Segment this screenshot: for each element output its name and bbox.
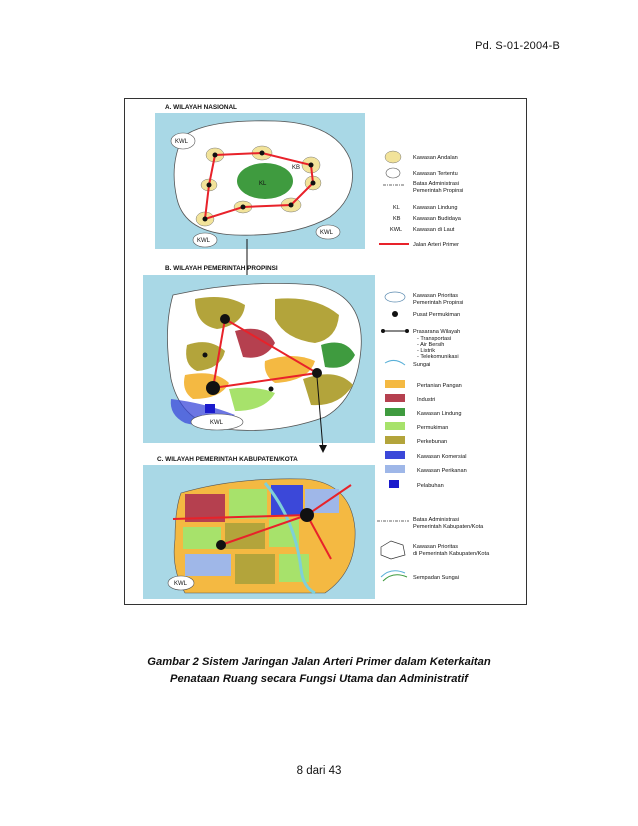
legend-kl-code: KL <box>393 205 400 211</box>
legend-kwl-code: KWL <box>390 227 403 233</box>
page-number: 8 dari 43 <box>296 765 342 777</box>
province-port <box>205 404 215 413</box>
kwl-label-1: KWL <box>175 139 189 145</box>
legend-kawasan-andalan: Kawasan Andalan <box>413 155 458 161</box>
legend-jalan-arteri: Jalan Arteri Primer <box>413 242 460 248</box>
legend-b <box>381 292 467 489</box>
figure-map-graphic <box>125 99 527 605</box>
legend-c <box>377 517 490 581</box>
legend-a <box>379 151 463 248</box>
document-code: Pd. S-01-2004-B <box>475 40 560 52</box>
legend-telekomunikasi: - Telekomunikasi <box>417 354 459 360</box>
kwl-label-3: KWL <box>320 230 334 236</box>
city-node-2 <box>216 540 226 550</box>
legend-batas-admin-2: Pemerintah Propinsi <box>413 188 464 194</box>
legend-kawasan-tertentu: Kawasan Tertentu <box>413 171 458 177</box>
legend-kl-text: Kawasan Lindung <box>413 205 458 211</box>
spatial-planning-figure <box>124 98 527 605</box>
arrow-b-to-c-head <box>319 445 327 453</box>
caption-line-1: Gambar 2 Sistem Jaringan Jalan Arteri Primer dalam Keterkaitan <box>147 656 491 668</box>
legend-pertanian: Pertanian Pangan <box>417 383 462 389</box>
legend-permukiman: Permukiman <box>417 425 449 431</box>
city-kwl-label: KWL <box>174 581 188 587</box>
legend-c-prioritas-1: Kawasan Prioritas <box>413 544 459 550</box>
legend-listrik: - Listrik <box>417 348 436 354</box>
legend-kb-code: KB <box>393 216 401 222</box>
legend-prioritas-1: Kawasan Prioritas <box>413 293 459 299</box>
legend-perikanan: Kawasan Perikanan <box>417 468 467 474</box>
city-main-node <box>300 508 314 522</box>
legend-kb-text: Kawasan Budidaya <box>413 216 461 222</box>
kl-label: KL <box>259 181 267 187</box>
legend-sungai: Sungai <box>413 362 431 368</box>
legend-kwl-text: Kawasan di Laut <box>413 227 455 233</box>
legend-lindung: Kawasan Lindung <box>417 411 462 417</box>
legend-komersial: Kawasan Komersial <box>417 454 467 460</box>
legend-perkebunan: Perkebunan <box>417 439 448 445</box>
legend-c-prioritas-2: di Pemerintah Kabupaten/Kota <box>413 551 490 557</box>
legend-industri: Industri <box>417 397 436 403</box>
legend-air-bersih: - Air Bersih <box>417 342 445 348</box>
legend-pelabuhan: Pelabuhan <box>417 483 444 489</box>
caption-line-2: Penataan Ruang secara Fungsi Utama dan Administratif <box>170 673 468 685</box>
legend-c-batas-1: Batas Administrasi <box>413 517 460 523</box>
legend-transportasi: - Transportasi <box>417 336 452 342</box>
legend-c-batas-2: Pemerintah Kabupaten/Kota <box>413 524 484 530</box>
kwl-label-2: KWL <box>197 238 211 244</box>
legend-c-sempadan: Sempadan Sungai <box>413 575 460 581</box>
section-b-title: B. WILAYAH PEMERINTAH PROPINSI <box>165 265 278 272</box>
legend-prioritas-2: Pemerintah Propinsi <box>413 300 464 306</box>
legend-batas-admin-1: Batas Administrasi <box>413 181 460 187</box>
province-kwl-label: KWL <box>210 420 224 426</box>
section-a-title: A. WILAYAH NASIONAL <box>165 104 237 111</box>
figure-caption <box>0 654 638 688</box>
kb-label: KB <box>292 165 301 171</box>
section-c-title: C. WILAYAH PEMERINTAH KABUPATEN/KOTA <box>157 456 298 463</box>
legend-pusat-permukiman: Pusat Permukiman <box>413 312 461 318</box>
legend-prasarana: Prasarana Wilayah <box>413 329 461 335</box>
